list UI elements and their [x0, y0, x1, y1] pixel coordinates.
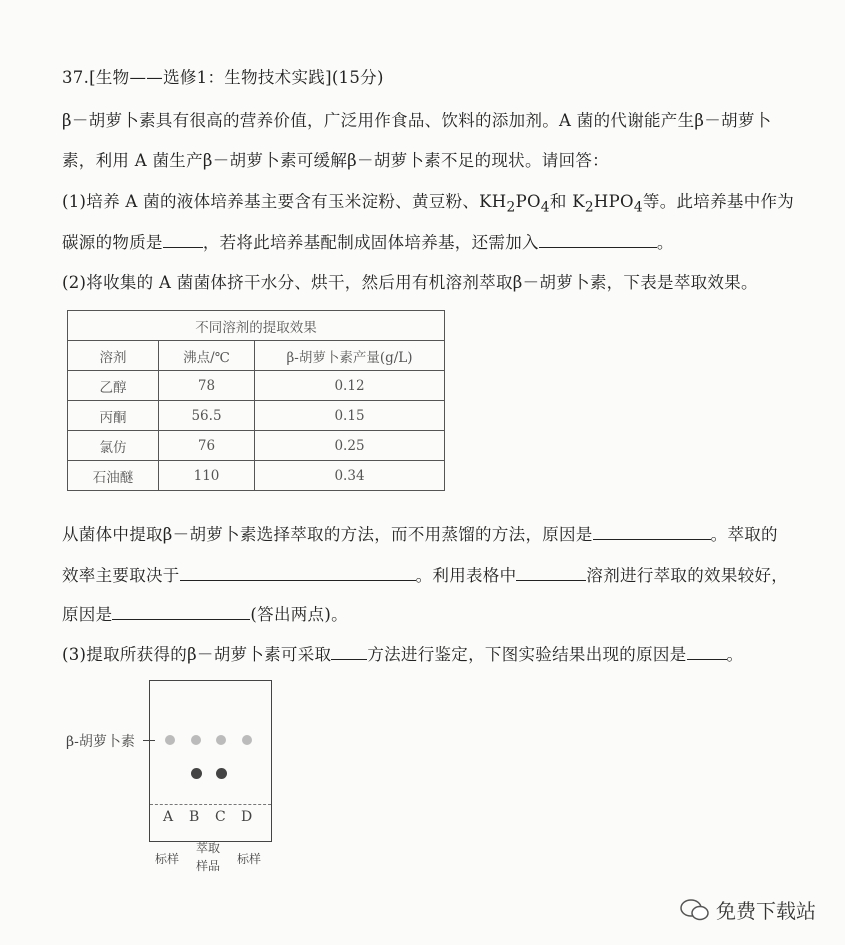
lane-label-d: D — [241, 809, 253, 825]
text: 4 — [633, 199, 643, 216]
label-sample: 样品 — [196, 859, 221, 873]
watermark-text: 免费下载站 — [716, 899, 816, 923]
q2-line: (2)将收集的 A 菌菌体挤干水分、烘干，然后用有机溶剂萃取β－胡萝卜素，下表是萃取效果。 — [62, 273, 758, 292]
spot-b-carotene — [191, 735, 201, 745]
text: 和 K — [549, 192, 585, 211]
label-standard-a: 标样 — [155, 852, 180, 866]
origin-line — [150, 804, 271, 805]
q2-line-b — [62, 521, 778, 545]
intro-line-1: β－胡萝卜素具有很高的营养价值，广泛用作食品、饮料的添加剂。A 菌的代谢能产生β－胡萝卜 — [62, 111, 772, 130]
answer-blank[interactable] — [516, 566, 586, 581]
text: 。利用表格中 — [415, 566, 517, 585]
text: 。 — [726, 645, 744, 664]
intro-line-2: 素，利用 A 菌生产β－胡萝卜素可缓解β－胡萝卜素不足的现状。请回答： — [62, 151, 609, 170]
label-standard-d: 标样 — [237, 852, 262, 866]
answer-blank[interactable] — [331, 645, 367, 660]
cell: 78 — [159, 371, 255, 401]
extraction-table — [67, 310, 445, 491]
spot-c-carotene — [216, 735, 226, 745]
cell: 0.15 — [255, 401, 445, 431]
cell: 氯仿 — [68, 431, 159, 461]
lane-label-c: C — [215, 809, 226, 825]
text: 方法进行鉴定，下图实验结果出现的原因是 — [367, 645, 687, 664]
text: 原因是 — [62, 605, 113, 624]
table-row — [68, 371, 445, 401]
header-cell: 溶剂 — [68, 341, 159, 371]
text: (3)提取所获得的β－胡萝卜素可采取 — [62, 645, 332, 664]
beta-carotene-marker-label: β-胡萝卜素 — [66, 734, 135, 750]
answer-blank[interactable] — [593, 525, 711, 540]
text: 。萃取的 — [710, 525, 778, 544]
q3-line — [62, 641, 743, 665]
text: 2 — [506, 199, 516, 216]
table-title: 不同溶剂的提取效果 — [68, 311, 445, 341]
cell: 76 — [159, 431, 255, 461]
text: 2 — [584, 199, 594, 216]
answer-blank[interactable] — [112, 605, 250, 620]
answer-blank[interactable] — [163, 233, 203, 248]
table-row — [68, 401, 445, 431]
table-header — [68, 341, 445, 371]
text: 。 — [656, 233, 674, 252]
answer-blank[interactable] — [539, 233, 657, 248]
cell: 110 — [159, 461, 255, 491]
watermark — [680, 895, 816, 924]
text: 从菌体中提取β－胡萝卜素选择萃取的方法，而不用蒸馏的方法，原因是 — [62, 525, 593, 544]
table-row — [68, 461, 445, 491]
spot-c-impurity — [216, 768, 227, 779]
cell: 石油醚 — [68, 461, 159, 491]
text: (1)培养 A 菌的液体培养基主要含有玉米淀粉、黄豆粉、KH — [62, 192, 507, 211]
cell: 0.34 — [255, 461, 445, 491]
cell: 0.25 — [255, 431, 445, 461]
question-title: 37.[生物——选修1：生物技术实践](15分) — [62, 68, 384, 87]
cell: 56.5 — [159, 401, 255, 431]
text: (答出两点)。 — [250, 605, 348, 624]
q2-line-d — [62, 601, 348, 625]
text: HPO — [593, 192, 634, 211]
text: 效率主要取决于 — [62, 566, 180, 585]
text: 碳源的物质是 — [62, 233, 163, 252]
cell: 乙醇 — [68, 371, 159, 401]
answer-blank[interactable] — [180, 566, 416, 581]
header-cell: 沸点/℃ — [159, 341, 255, 371]
q1-line-1 — [62, 188, 794, 215]
text: PO — [515, 192, 541, 211]
cell: 丙酮 — [68, 401, 159, 431]
chromatography-paper — [149, 680, 272, 842]
label-extract: 萃取 — [196, 841, 221, 855]
table-row — [68, 431, 445, 461]
spot-d-carotene — [242, 735, 252, 745]
text: 等。此培养基中作为 — [642, 192, 795, 211]
spot-b-impurity — [191, 768, 202, 779]
q1-line-2 — [62, 229, 674, 253]
lane-label-b: B — [189, 809, 200, 825]
wechat-icon — [680, 898, 710, 922]
lane-label-a: A — [163, 809, 174, 825]
cell: 0.12 — [255, 371, 445, 401]
answer-blank[interactable] — [687, 645, 727, 660]
q2-line-c — [62, 562, 788, 586]
header-cell: β-胡萝卜素产量(g/L) — [255, 341, 445, 371]
text: 4 — [540, 199, 550, 216]
text: ，若将此培养基配制成固体培养基，还需加入 — [202, 233, 539, 252]
spot-a-carotene — [165, 735, 175, 745]
text: 溶剂进行萃取的效果较好， — [586, 566, 789, 585]
